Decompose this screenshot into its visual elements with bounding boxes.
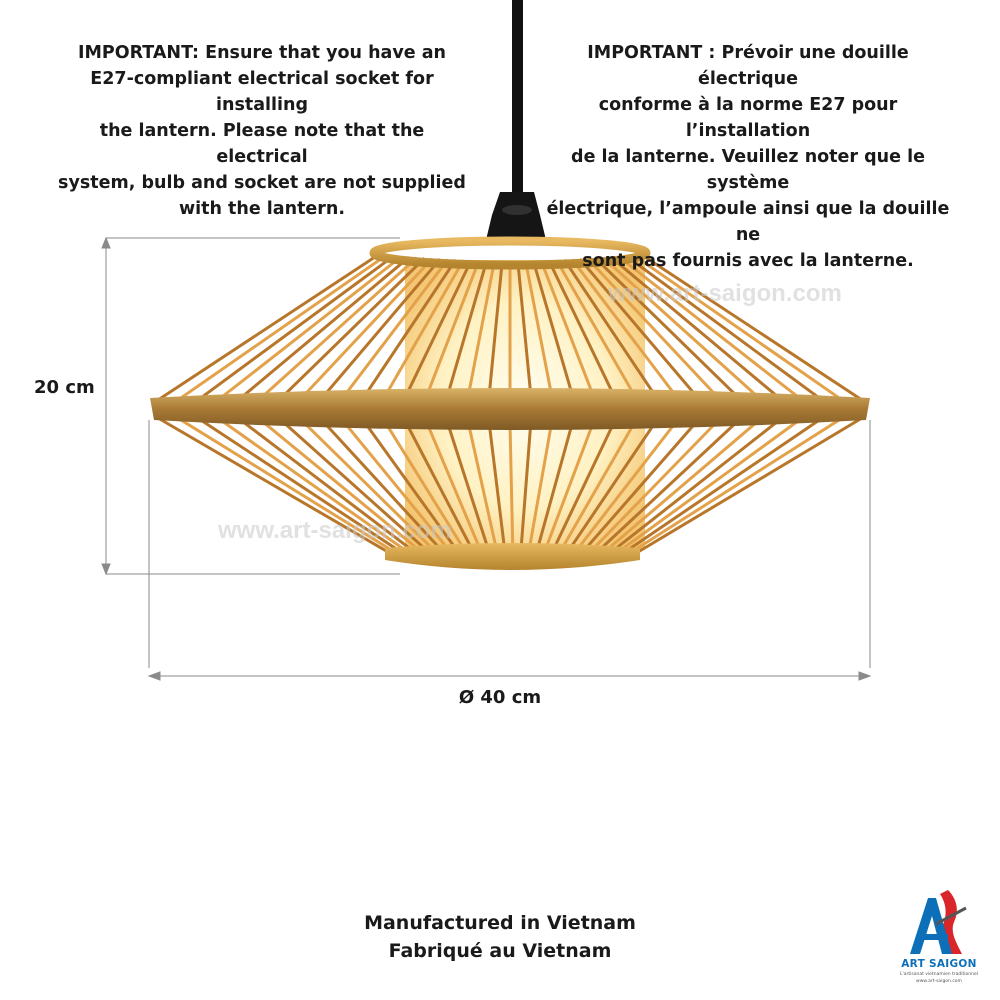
bamboo-slat [155, 255, 378, 402]
origin-text [0, 909, 1000, 965]
bamboo-slat [619, 257, 803, 401]
art-saigon-logo [896, 884, 982, 994]
bamboo-slat [642, 255, 865, 402]
bamboo-slat [626, 256, 823, 401]
logo-tagline: L'artisanat vietnamien traditionnel [900, 972, 978, 977]
middle-band [150, 388, 870, 430]
bamboo-slat [197, 256, 394, 401]
logo-emblem-icon [896, 884, 982, 958]
logo-url: www.art-saigon.com [916, 979, 962, 984]
bamboo-slat [218, 257, 402, 401]
upper-bamboo-slats [155, 255, 865, 402]
socket [486, 192, 546, 240]
french-notice: IMPORTANT : Prévoir une douille électrique conforme à la norme E27 pour l’installation de la lanterne. Veuillez noter que le système électrique, l’ampoule ainsi que la douille ne sont pas fournis avec la lanterne. [546, 43, 950, 271]
origin-english: Manufactured in Vietnam [364, 912, 636, 934]
origin-french: Fabriqué au Vietnam [388, 940, 612, 962]
logo-name: ART SAIGON [901, 958, 977, 970]
diameter-label: Ø 40 cm [458, 687, 542, 708]
power-cord [512, 0, 523, 195]
english-notice: IMPORTANT: Ensure that you have an E27-compliant electrical socket for installing the lantern. Please note that the electrical system, bulb and socket are not supplied with the lantern. [58, 43, 466, 219]
bottom-rim [385, 543, 640, 570]
height-label: 20 cm [34, 377, 95, 398]
watermark: www.art-saigon.com [608, 280, 842, 307]
bamboo-slat [638, 418, 862, 552]
watermark: www.art-saigon.com [218, 517, 452, 544]
